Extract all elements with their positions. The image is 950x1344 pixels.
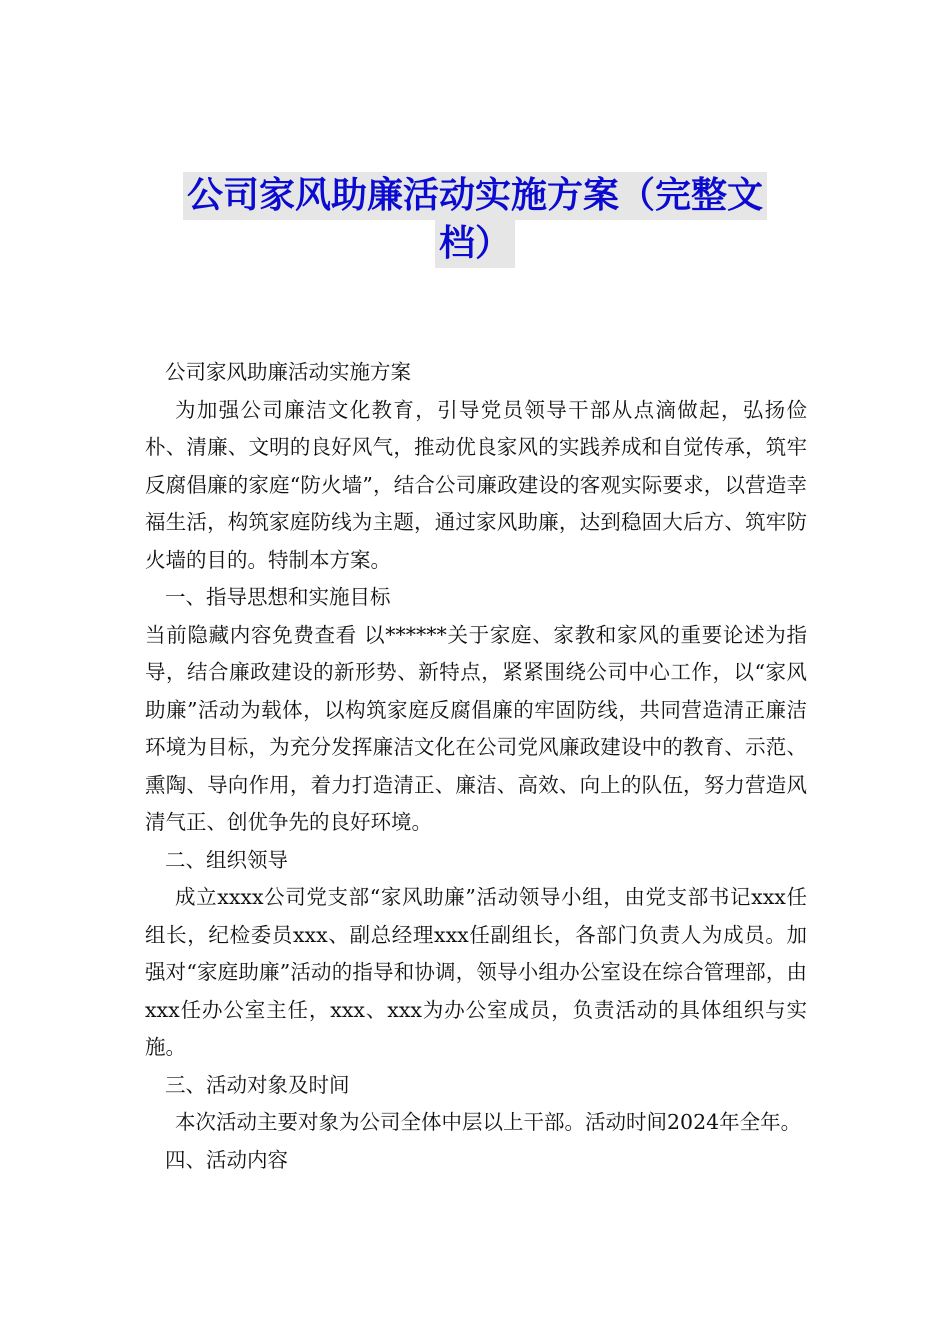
subtitle: 公司家风助廉活动实施方案	[165, 360, 411, 384]
section-heading-1: 一、指导思想和实施目标	[165, 585, 391, 609]
intro-paragraph: 为加强公司廉洁文化教育，引导党员领导干部从点滴做起，弘扬俭朴、清廉、文明的良好风气，推动优良家风的实践养成和自觉传承，筑牢反腐倡廉的家庭“防火墙”，结合公司廉政建设的客观实际要求，以营造幸福生活，构筑家庭防线为主题，通过家风助廉，达到稳固大后方、筑牢防火墙的目的。特制本方案。	[145, 397, 807, 572]
title-line-1: 公司家风助廉活动实施方案（完整文	[183, 172, 767, 220]
title-line-2: 档）	[435, 220, 515, 268]
document-title	[0, 172, 950, 268]
section-heading-4: 四、活动内容	[165, 1147, 288, 1172]
section-3-paragraph: 本次活动主要对象为公司全体中层以上干部。活动时间2024年全年。	[175, 1110, 802, 1134]
document-body	[145, 354, 807, 1179]
section-heading-2: 二、组织领导	[165, 847, 288, 872]
section-1-paragraph: 当前隐藏内容免费查看 以******关于家庭、家教和家风的重要论述为指导，结合廉政建设的新形势、新特点，紧紧围绕公司中心工作，以“家风助廉”活动为载体，以构筑家庭反腐倡廉的牢固防线，共同营造清正廉洁环境为目标，为充分发挥廉洁文化在公司党风廉政建设中的教育、示范、熏陶、导向作用，着力打造清正、廉洁、高效、向上的队伍，努力营造风清气正、创优争先的良好环境。	[145, 622, 807, 834]
section-2-paragraph: 成立xxxx公司党支部“家风助廉”活动领导小组，由党支部书记xxx任组长，纪检委员xxx、副总经理xxx任副组长，各部门负责人为成员。加强对“家庭助廉”活动的指导和协调，领导小组办公室设在综合管理部，由xxx任办公室主任，xxx、xxx为办公室成员，负责活动的具体组织与实施。	[145, 885, 807, 1059]
section-heading-3: 三、活动对象及时间	[165, 1072, 350, 1097]
